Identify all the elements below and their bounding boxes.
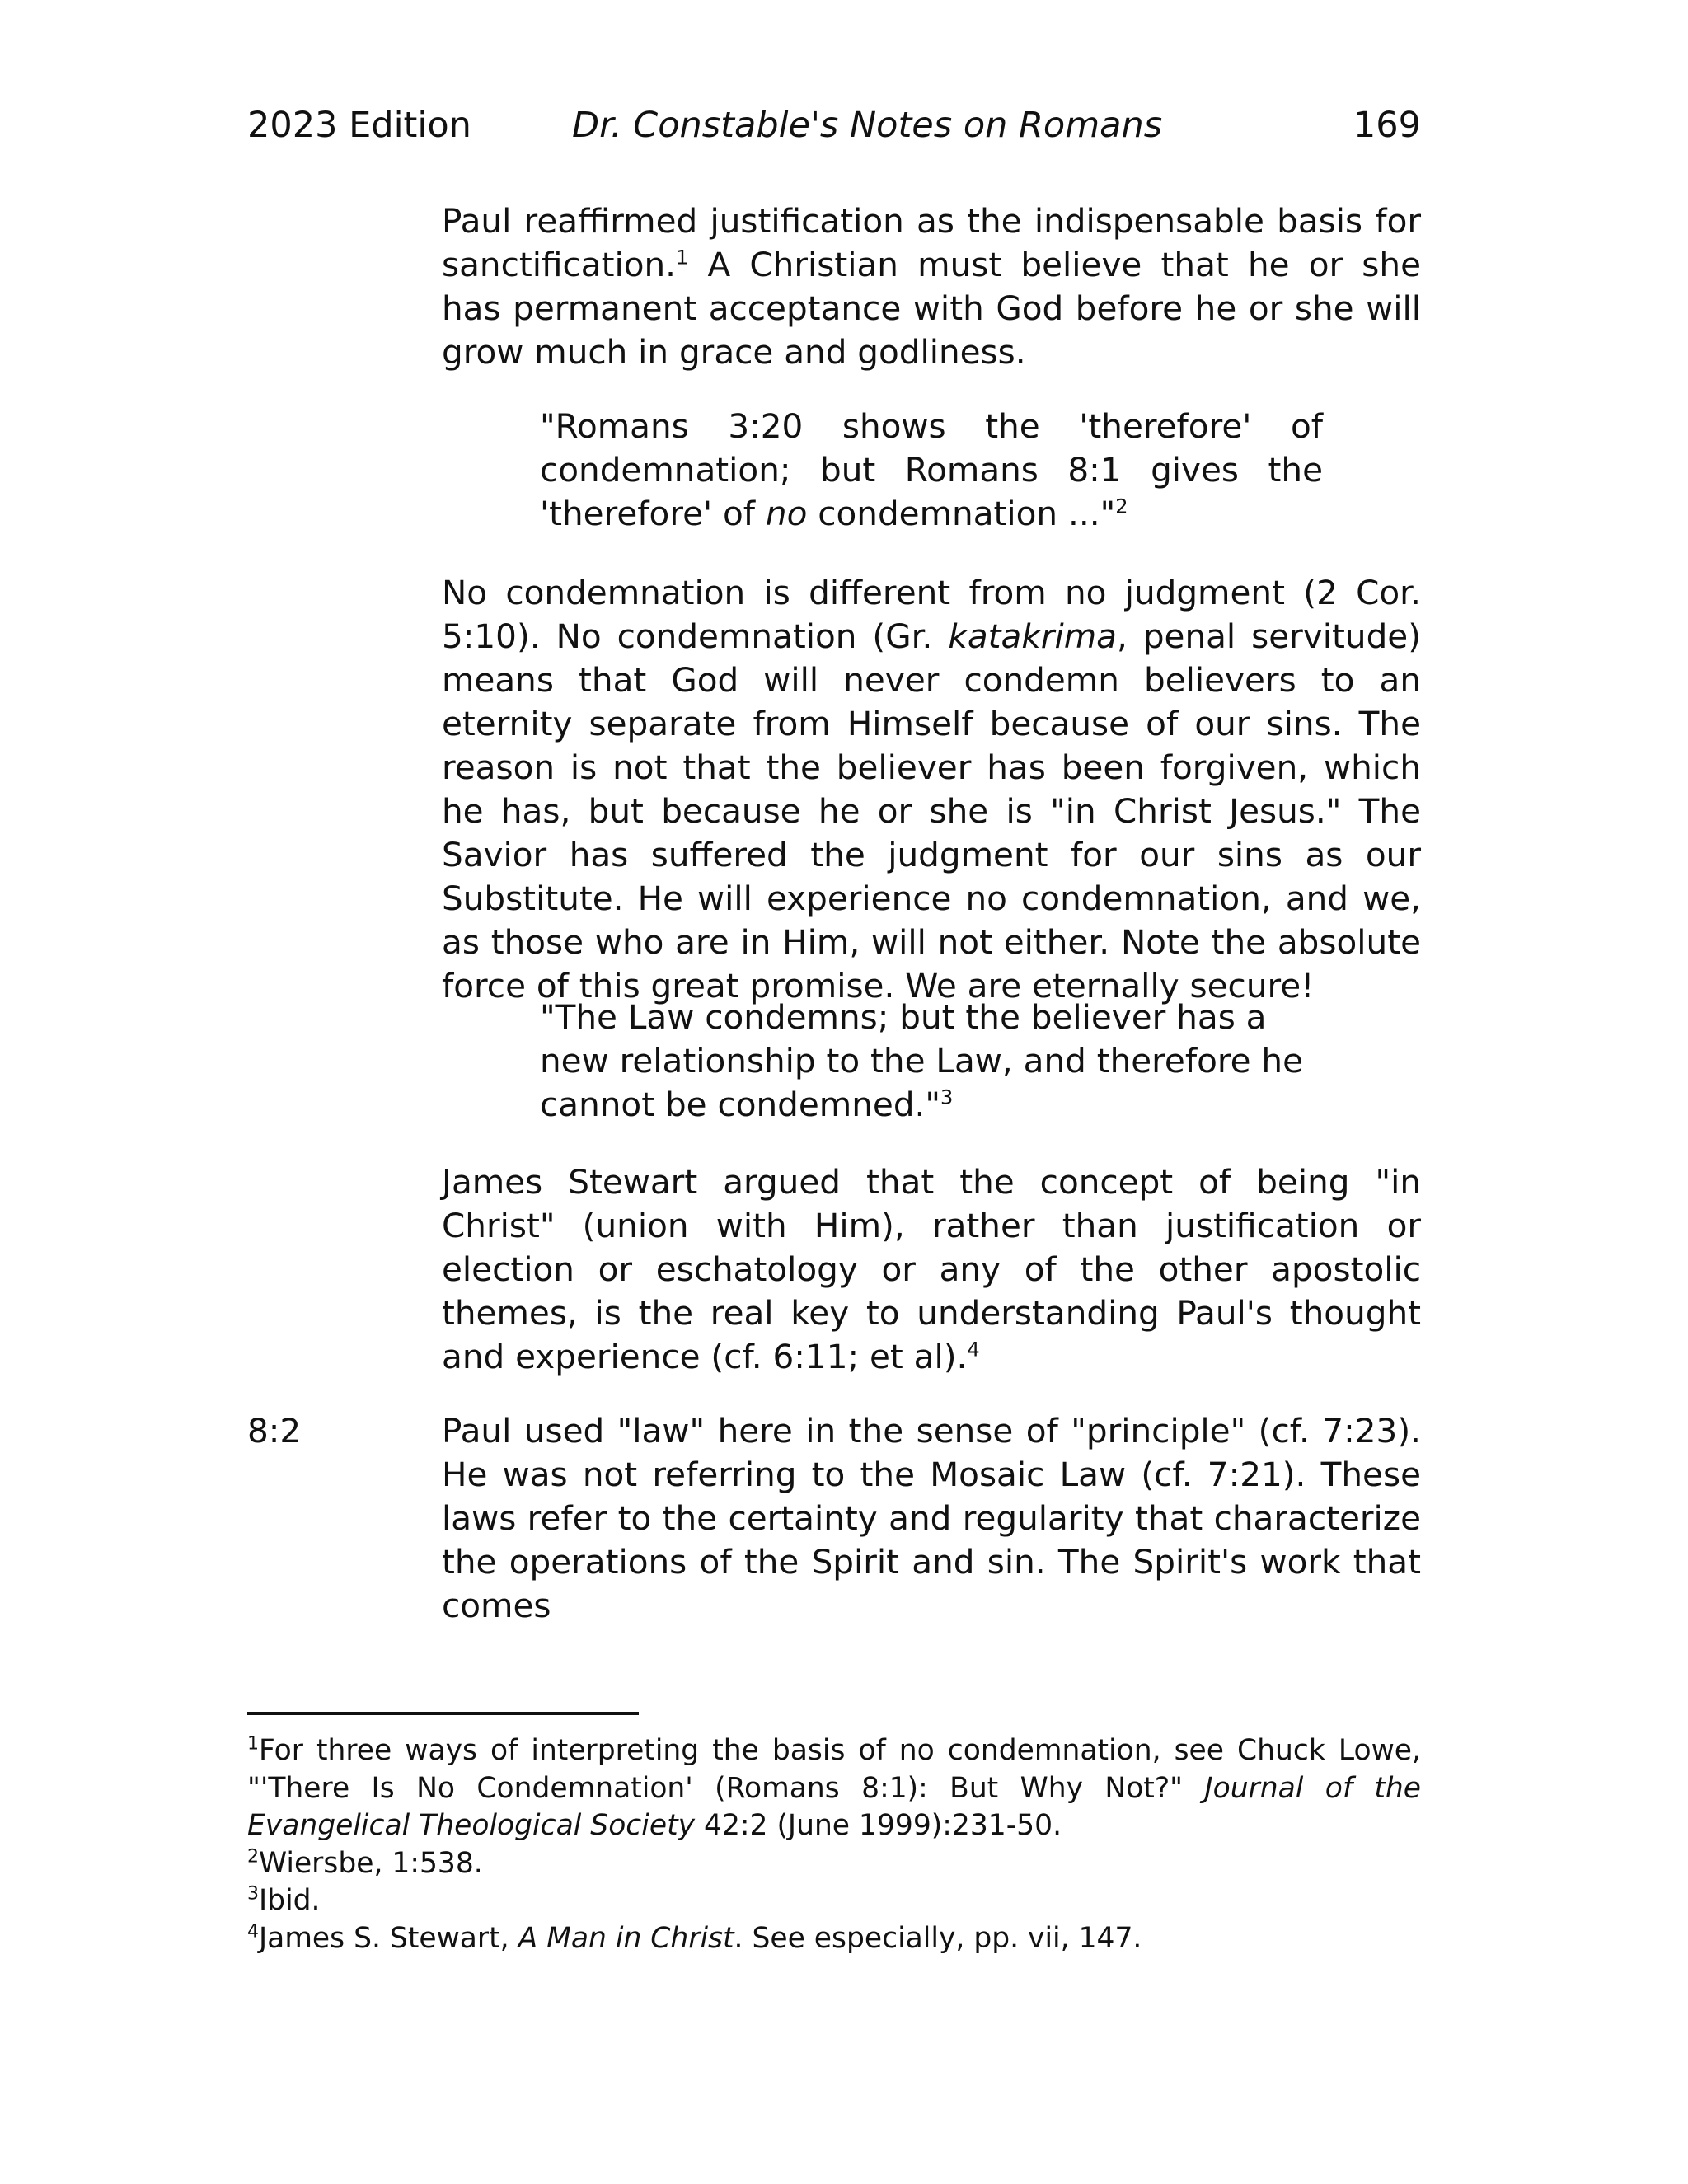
quote-text: "Romans 3:20 shows the 'therefore' of condemnation; but Romans 8:1 gives the 'therefore' of [540, 406, 1323, 533]
paragraph-justification [442, 199, 1421, 374]
paragraph-stewart [442, 1160, 1421, 1379]
footnote-2 [247, 1845, 1421, 1883]
footnote-source-title: Journal of the Evangelical Theological Society [247, 1771, 1421, 1842]
greek-term: katakrima [948, 616, 1117, 656]
footnote-text: . See especially, pp. vii, 147. [734, 1921, 1142, 1955]
paragraph-text: Paul used "law" here in the sense of "principle" (cf. 7:23). He was not referring to the Mosaic Law (cf. 7:21). These laws refer to the certainty and regularity that characterize the operations of the Spirit and sin. The Spirit's work that comes [442, 1411, 1421, 1625]
verse-commentary [442, 1409, 1421, 1628]
footnote-1 [247, 1732, 1421, 1845]
block-quote-wiersbe [540, 405, 1323, 536]
paragraph-text: Paul reaffirmed justification as the indispensable basis for sanctification. [442, 201, 1421, 284]
paragraph-text: , penal servitude) means that God will never condemn believers to an eternity separate from Himself because of our sins. The reason is not that the believer has been forgiven, which he has, but because he or she is "in Christ Jesus." The Savior has suffered the judgment for our sins as our Substitute. He will experience no condemnation, and we, as those who are in Him, will not either. Note the absolute force of this great promise. We are eternally secure! [442, 616, 1421, 1005]
footnote-source-title: A Man in Christ [518, 1921, 734, 1955]
footnotes [247, 1732, 1421, 1957]
footnote-ref-3[interactable]: 3 [940, 1085, 954, 1109]
paragraph-text: A Christian must believe that he or she has permanent acceptance with God before he or she will grow much in grace and godliness. [442, 245, 1421, 372]
quote-text: condemnation ..." [807, 494, 1116, 533]
footnote-ref-4[interactable]: 4 [967, 1338, 980, 1361]
block-quote-law [540, 996, 1323, 1127]
book-title: Dr. Constable's Notes on Romans [572, 105, 1163, 146]
paragraph-text: James Stewart argued that the concept of being "in Christ" (union with Him), rather than justification or election or eschatology or any of the other apostolic themes, is the real key to understanding Paul's thought and experience (cf. 6:11; et al). [442, 1162, 1421, 1376]
footnote-3 [247, 1882, 1421, 1920]
footnote-4 [247, 1920, 1421, 1958]
footnote-separator [247, 1712, 639, 1715]
verse-reference: 8:2 [247, 1411, 302, 1451]
footnote-ref-2[interactable]: 2 [1115, 494, 1128, 518]
footnote-number: 1 [247, 1733, 259, 1755]
page-number: 169 [1353, 105, 1421, 146]
footnote-ref-1[interactable]: 1 [676, 246, 689, 269]
footnote-text: Ibid. [259, 1884, 321, 1917]
running-header [247, 101, 1421, 150]
footnote-text: For three ways of interpreting the basis of no condemnation, see Chuck Lowe, "'There Is No Condemnation' (Romans 8:1): But Why Not?" [247, 1734, 1421, 1805]
quote-text: "The Law condemns; but the believer has a new relationship to the Law, and therefore he cannot be condemned." [540, 997, 1304, 1124]
footnote-text: James S. Stewart, [259, 1921, 518, 1955]
footnote-number: 3 [247, 1883, 259, 1905]
footnote-text: Wiersbe, 1:538. [259, 1846, 483, 1880]
footnote-number: 4 [247, 1921, 259, 1942]
footnote-number: 2 [247, 1846, 259, 1867]
quote-emphasis: no [765, 494, 808, 533]
paragraph-no-condemnation [442, 571, 1421, 1008]
edition-label: 2023 Edition [247, 105, 471, 146]
paragraph-text: No condemnation is different from no judgment (2 Cor. 5:10). No condemnation (Gr. [442, 573, 1421, 656]
footnote-text: 42:2 (June 1999):231-50. [695, 1809, 1062, 1842]
